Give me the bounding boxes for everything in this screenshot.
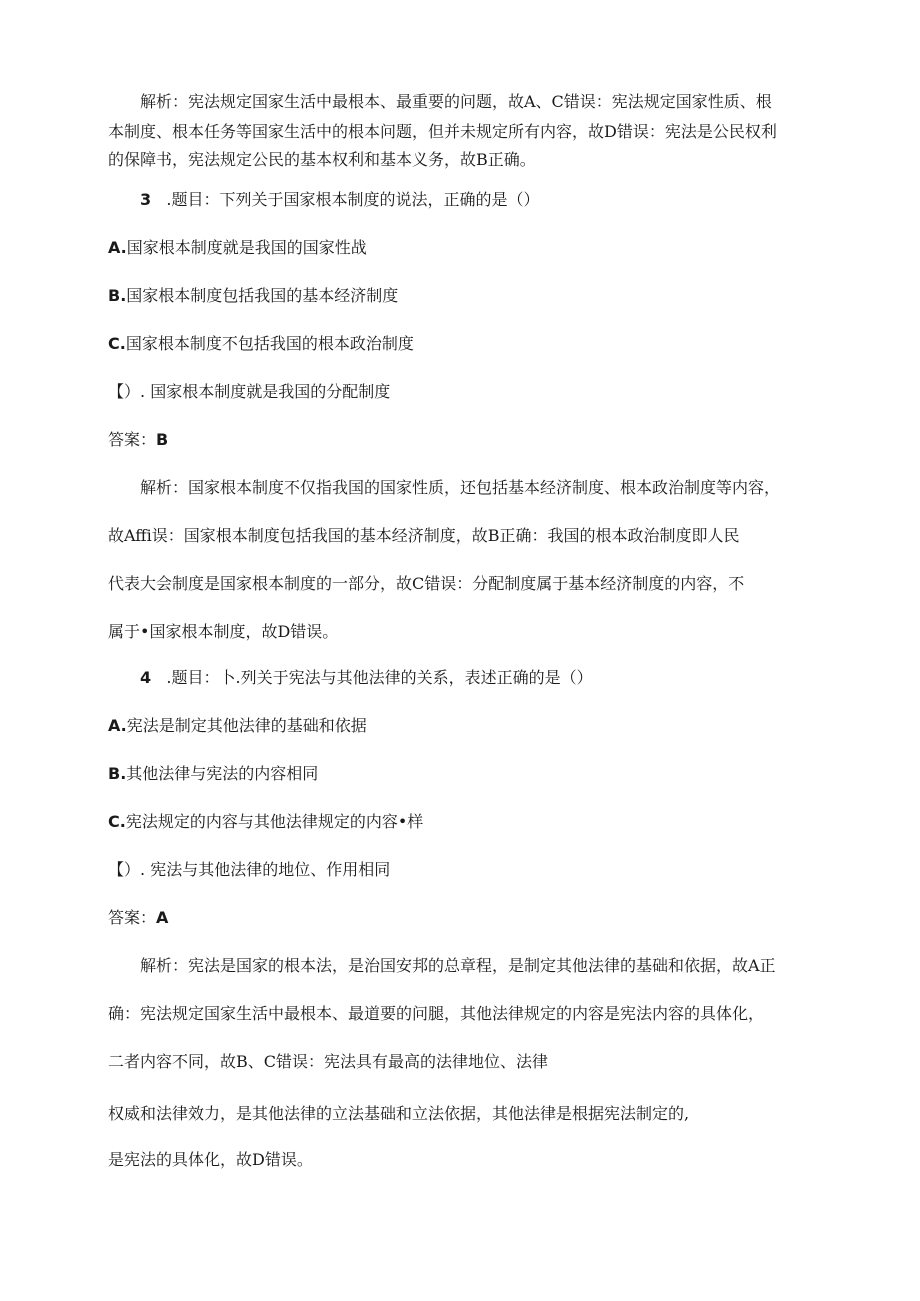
- q3-option-c: [108, 334, 820, 354]
- q3-option-a-text: 国家根本制度就是我国的国家性战: [126, 238, 367, 257]
- q3-stem: [140, 190, 820, 210]
- q3-analysis-line-2: 故Affi误：国家根本制度包括我国的基本经济制度，故B正确：我国的根本政治制度即人民: [108, 526, 740, 545]
- q4-option-c-label: C.: [108, 812, 126, 831]
- q3-analysis-line-4: 属于•国家根本制度，故D错误。: [108, 622, 339, 641]
- q3-option-d-text: 国家根本制度就是我国的分配制度: [150, 382, 391, 401]
- q4-answer-value: A: [156, 908, 169, 927]
- q4-option-a-label: A.: [108, 716, 127, 735]
- q3-answer-value: B: [156, 430, 169, 449]
- q3-answer: [108, 430, 820, 450]
- q3-option-c-label: C.: [108, 334, 126, 353]
- q4-option-a-text: 宪法是制定其他法律的基础和依据: [126, 716, 367, 735]
- q3-option-b: [108, 286, 820, 306]
- q3-option-d-label: 【）.: [108, 382, 146, 401]
- q4-analysis-line-2: 确：宪法规定国家生活中最根本、最道要的问腿，其他法律规定的内容是宪法内容的具体化，: [108, 1004, 765, 1023]
- q4-analysis-line-5: 是宪法的具体化，故D错误。: [108, 1150, 313, 1169]
- q3-analysis-line-1: 解析：国家根本制度不仅指我国的国家性质，还包括基本经济制度、根本政治制度等内容，: [140, 478, 781, 497]
- q3-option-b-text: 国家根本制度包括我国的基本经济制度: [126, 286, 399, 305]
- q4-option-c: [108, 812, 820, 832]
- q4-option-d-label: 【）.: [108, 860, 146, 879]
- q2-analysis-line-3: 的保障书，宪法规定公民的基本权利和基本义务，故B正确。: [108, 150, 536, 169]
- q4-stem: [140, 668, 820, 688]
- q4-stem-text: .题目：卜.列关于宪法与其他法律的关系，表述正确的是（）: [166, 668, 593, 687]
- q4-analysis-line-3: 二者内容不同，故B、C错误：宪法具有最高的法律地位、法律: [108, 1052, 549, 1071]
- q4-number: 4: [140, 668, 152, 687]
- q3-option-d: [108, 382, 820, 402]
- q4-option-a: [108, 716, 820, 736]
- q4-analysis-line-1: 解析：宪法是国家的根本法，是治国安邦的总章程，是制定其他法律的基础和依据，故A正: [140, 956, 776, 975]
- q2-analysis-line-1: 解析：宪法规定国家生活中最根本、最重要的问题，故A、C错误：宪法规定国家性质、根: [140, 92, 772, 111]
- q4-answer: [108, 908, 820, 928]
- q4-option-b-label: B.: [108, 764, 127, 783]
- q3-analysis-line-3: 代表大会制度是国家根本制度的一部分，故C错误：分配制度属于基本经济制度的内容，不: [108, 574, 745, 593]
- q4-option-d-text: 宪法与其他法律的地位、作用相同: [150, 860, 391, 879]
- q3-number: 3: [140, 190, 152, 209]
- q3-option-b-label: B.: [108, 286, 127, 305]
- q3-stem-text: .题目：下列关于国家根本制度的说法，正确的是（）: [166, 190, 540, 209]
- q3-option-a-label: A.: [108, 238, 127, 257]
- q3-option-c-text: 国家根本制度不包括我国的根本政治制度: [125, 334, 414, 353]
- q3-option-a: [108, 238, 820, 258]
- q4-option-d: [108, 860, 820, 880]
- q4-option-b: [108, 764, 820, 784]
- q2-analysis-line-2: 本制度、根本任务等国家生活中的根本问题，但并未规定所有内容，故D错误：宪法是公民权利: [108, 122, 777, 141]
- q4-answer-label: 答案：: [108, 908, 157, 927]
- q4-option-c-text: 宪法规定的内容与其他法律规定的内容•样: [125, 812, 424, 831]
- q4-analysis-line-4: 权威和法律效力，是其他法律的立法基础和立法依据，其他法律是根据宪法制定的,: [108, 1104, 690, 1123]
- q4-option-b-text: 其他法律与宪法的内容相同: [126, 764, 319, 783]
- q3-answer-label: 答案：: [108, 430, 157, 449]
